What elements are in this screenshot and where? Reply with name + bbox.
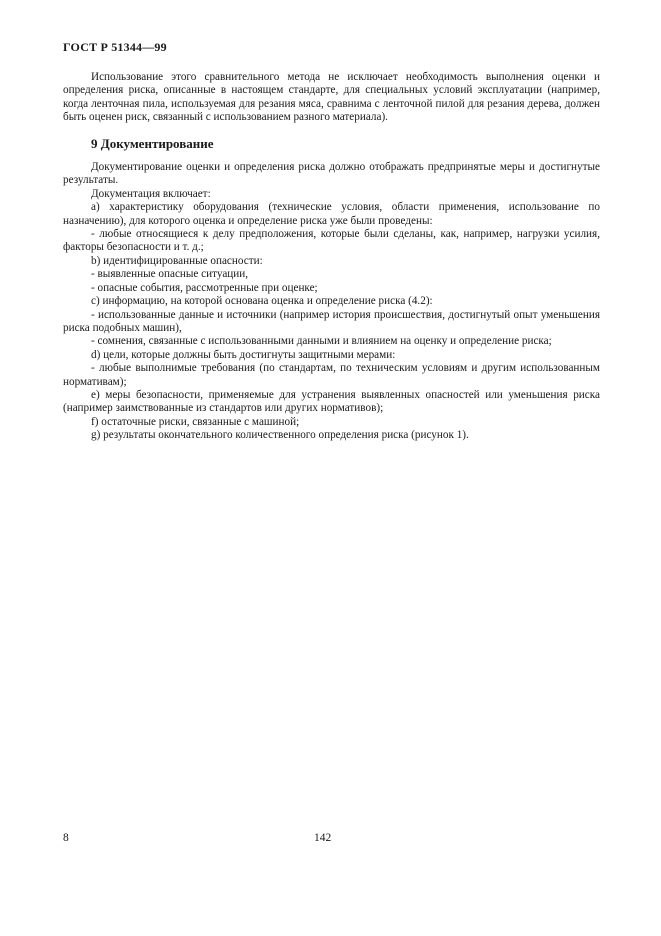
list-item: b) идентифицированные опасности: <box>91 254 263 267</box>
list-subitem: - использованные данные и источники (например история происшествия, достигнутый опыт уменьшения риска подобных машин), <box>63 308 600 334</box>
list-item: с) информацию, на которой основана оценка и определение риска (4.2): <box>91 295 433 308</box>
list-item: d) цели, которые должны быть достигнуты защитными мерами: <box>91 348 396 361</box>
paragraph: Документирование оценки и определения риска должно отображать предпринятые меры и достигнутые результаты. <box>63 161 600 187</box>
document-header: ГОСТ Р 51344—99 <box>63 40 167 54</box>
page-content <box>63 71 600 443</box>
intro-paragraph: Использование этого сравнительного метода не исключает необходимость выполнения оценки и определения риска, описанные в настоящем стандарте, для специальных условий эксплуатации (например, когда ленточная пила, используемая для резания мяса, сравнима с ленточной пилой для резания дерева, должен быть оценен риск, связанный с использованием разного материала). <box>63 71 600 124</box>
list-subitem: - сомнения, связанные с использованными данными и влиянием на оценку и определение риска; <box>91 335 552 348</box>
sheet-number: 142 <box>314 832 332 844</box>
list-item: g) результаты окончательного количественного определения риска (рисунок 1). <box>91 429 469 442</box>
list-item: а) характеристику оборудования (технические условия, области применения, использование по назначению), для которого оценка и определение риска уже были проведены: <box>63 201 600 227</box>
list-subitem: - любые относящиеся к делу предположения, которые были сделаны, как, например, нагрузки усилия, факторы безопасности и т. д.; <box>63 228 600 254</box>
list-subitem: - опасные события, рассмотренные при оценке; <box>91 281 318 294</box>
list-item: е) меры безопасности, применяемые для устранения выявленных опасностей или уменьшения риска (например заимствованные из стандартов или других нормативов); <box>63 388 600 415</box>
section-title: 9 Документирование <box>91 135 214 151</box>
list-subitem: - выявленные опасные ситуации, <box>91 268 249 281</box>
list-subitem: - любые выполнимые требования (по стандартам, по техническим условиям и другим использованным нормативам); <box>63 362 600 388</box>
list-item: f) остаточные риски, связанные с машиной; <box>91 415 300 428</box>
paragraph: Документация включает: <box>91 187 211 200</box>
page-number: 8 <box>63 832 69 844</box>
